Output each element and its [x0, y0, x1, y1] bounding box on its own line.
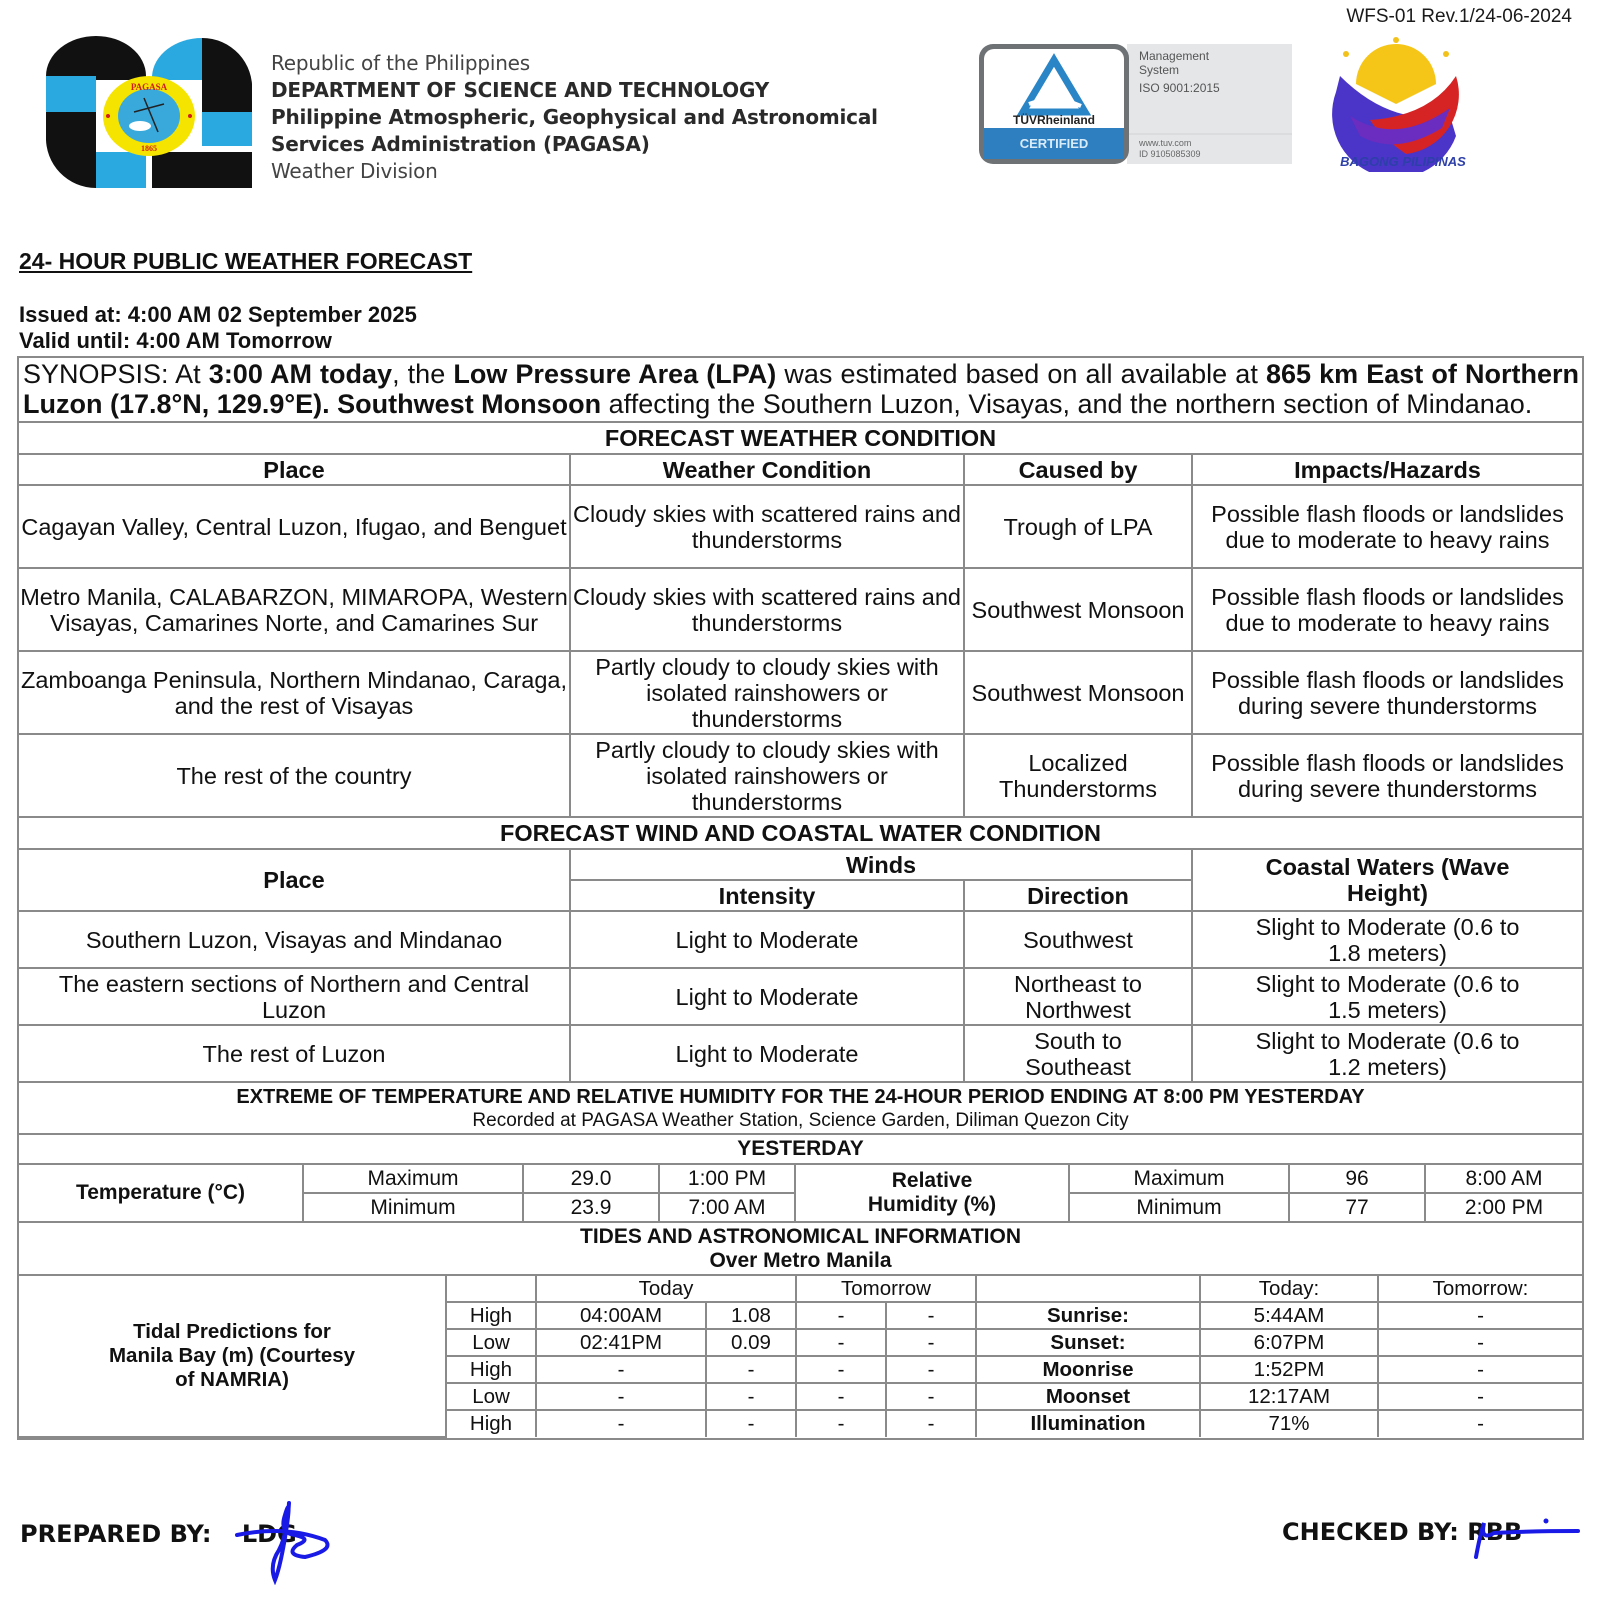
tide-tomorrow-time: -: [796, 1302, 886, 1329]
wave-cell: Slight to Moderate (0.6 to 1.2 meters): [1192, 1025, 1582, 1082]
intensity-cell: Light to Moderate: [570, 968, 964, 1025]
direction-cell: Southwest: [964, 911, 1192, 968]
temp-min-time: 7:00 AM: [659, 1193, 795, 1222]
tides-header: [19, 1223, 1582, 1275]
section-title: FORECAST WEATHER CONDITION: [19, 423, 1582, 454]
svg-text:TÜVRheinland: TÜVRheinland: [1012, 113, 1096, 127]
temp-min-value: 23.9: [523, 1193, 659, 1222]
forecast-weather-table: [19, 423, 1582, 818]
synopsis-text: was estimated based on all available at: [776, 359, 1266, 389]
synopsis-system: Low Pressure Area (LPA): [453, 359, 777, 389]
humidity-label: Relative Humidity (%): [795, 1164, 1069, 1222]
table-row: [19, 1025, 1582, 1082]
extremes-header: [19, 1083, 1582, 1134]
tide-type: High: [446, 1410, 536, 1437]
table-row: [19, 485, 1582, 568]
astro-today: 71%: [1200, 1410, 1378, 1437]
table-row: [19, 651, 1582, 734]
preparer-signature-icon: [235, 1495, 345, 1585]
cause-cell: Southwest Monsoon: [964, 651, 1192, 734]
tidal-label: Tidal Predictions for Manila Bay (m) (Courtesy of NAMRIA): [19, 1275, 446, 1437]
astro-tomorrow: -: [1378, 1356, 1582, 1383]
astro-tomorrow: -: [1378, 1302, 1582, 1329]
republic-line: Republic of the Philippines: [271, 51, 531, 75]
svg-text:CERTIFIED: CERTIFIED: [1019, 136, 1089, 151]
forecast-frame: [17, 356, 1584, 1440]
temp-max-time: 1:00 PM: [659, 1164, 795, 1193]
tide-today-height: -: [706, 1383, 796, 1410]
place-cell: Cagayan Valley, Central Luzon, Ifugao, and Benguet: [19, 485, 570, 568]
form-code: WFS-01 Rev.1/24-06-2024: [1346, 6, 1572, 27]
astro-label: Illumination: [976, 1410, 1200, 1437]
synopsis-time: 3:00 AM today: [208, 359, 393, 389]
direction-cell: Northeast to Northwest: [964, 968, 1192, 1025]
tide-type: Low: [446, 1329, 536, 1356]
astro-today: 6:07PM: [1200, 1329, 1378, 1356]
impact-cell: Possible flash floods or landslides during severe thunderstorms: [1192, 651, 1582, 734]
intensity-cell: Light to Moderate: [570, 1025, 964, 1082]
extremes-subtitle: Recorded at PAGASA Weather Station, Science Garden, Diliman Quezon City: [472, 1110, 1129, 1131]
tide-today-height: 0.09: [706, 1329, 796, 1356]
temp-min-label: Minimum: [303, 1193, 523, 1222]
tide-today-time: -: [536, 1410, 706, 1437]
column-header: Weather Condition: [570, 454, 964, 485]
tide-today-height: 1.08: [706, 1302, 796, 1329]
section-title: FORECAST WIND AND COASTAL WATER CONDITION: [19, 818, 1582, 849]
tide-tomorrow-height: -: [886, 1383, 976, 1410]
checked-label: CHECKED BY:: [1282, 1518, 1459, 1546]
astro-today: 5:44AM: [1200, 1302, 1378, 1329]
condition-cell: Cloudy skies with scattered rains and thunderstorms: [570, 485, 964, 568]
synopsis-text: affecting the Southern Luzon, Visayas, and the northern section of Mindanao.: [601, 388, 1533, 419]
tide-tomorrow-time: -: [796, 1383, 886, 1410]
tuv-certified-logo: [977, 42, 1293, 168]
column-header: Direction: [964, 880, 1192, 911]
svg-text:Management: Management: [1139, 49, 1210, 63]
condition-cell: Partly cloudy to cloudy skies with isolated rainshowers or thunderstorms: [570, 734, 964, 817]
place-cell: The eastern sections of Northern and Central Luzon: [19, 968, 570, 1025]
tide-tomorrow-height: -: [886, 1302, 976, 1329]
tide-tomorrow-time: -: [796, 1410, 886, 1437]
tides-subtitle: Over Metro Manila: [709, 1248, 892, 1272]
forecast-wind-table: [19, 818, 1582, 1083]
place-cell: Southern Luzon, Visayas and Mindanao: [19, 911, 570, 968]
intensity-cell: Light to Moderate: [570, 911, 964, 968]
rh-min-value: 77: [1289, 1193, 1425, 1222]
column-header: Coastal Waters (Wave Height): [1192, 849, 1582, 911]
tide-today-time: -: [536, 1356, 706, 1383]
wave-cell: Slight to Moderate (0.6 to 1.5 meters): [1192, 968, 1582, 1025]
rh-max-value: 96: [1289, 1164, 1425, 1193]
astro-tomorrow: -: [1378, 1383, 1582, 1410]
temp-max-label: Maximum: [303, 1164, 523, 1193]
cause-cell: Trough of LPA: [964, 485, 1192, 568]
wave-cell: Slight to Moderate (0.6 to 1.8 meters): [1192, 911, 1582, 968]
bagong-pilipinas-logo: [1310, 36, 1496, 172]
condition-cell: Cloudy skies with scattered rains and thunderstorms: [570, 568, 964, 651]
synopsis-text: SYNOPSIS: At: [23, 359, 209, 389]
synopsis-location: 865 km East of Northern Luzon (17.8°N, 129.9°E). Southwest Monsoon: [23, 359, 1579, 419]
tomorrow-header: Tomorrow: [796, 1275, 976, 1302]
rh-max-label: Maximum: [1069, 1164, 1289, 1193]
column-header: Place: [19, 454, 570, 485]
tide-today-height: -: [706, 1410, 796, 1437]
astro-today: 12:17AM: [1200, 1383, 1378, 1410]
division-line: Weather Division: [271, 159, 438, 183]
tide-tomorrow-height: -: [886, 1329, 976, 1356]
condition-cell: Partly cloudy to cloudy skies with isolated rainshowers or thunderstorms: [570, 651, 964, 734]
astro-label: Moonset: [976, 1383, 1200, 1410]
svg-text:www.tuv.com: www.tuv.com: [1139, 138, 1192, 148]
tide-type: High: [446, 1356, 536, 1383]
tide-tomorrow-height: -: [886, 1356, 976, 1383]
agency-line-2: Services Administration (PAGASA): [271, 132, 650, 156]
column-header: Intensity: [570, 880, 964, 911]
checked-initials: RBB: [1467, 1518, 1523, 1546]
tide-today-time: -: [536, 1383, 706, 1410]
svg-text:1865: 1865: [141, 144, 157, 153]
blank-cell: [446, 1275, 536, 1302]
checker-signature-icon: [1470, 1515, 1580, 1565]
tide-today-time: 02:41PM: [536, 1329, 706, 1356]
table-row: [19, 911, 1582, 968]
valid-until: Valid until: 4:00 AM Tomorrow: [19, 328, 332, 353]
today-header: Today: [536, 1275, 796, 1302]
place-cell: Metro Manila, CALABARZON, MIMAROPA, Western Visayas, Camarines Norte, and Camarines Sur: [19, 568, 570, 651]
table-row: [19, 968, 1582, 1025]
impact-cell: Possible flash floods or landslides during severe thunderstorms: [1192, 734, 1582, 817]
table-row: [19, 1164, 1582, 1193]
svg-text:PAGASA: PAGASA: [130, 82, 168, 92]
astro-today: 1:52PM: [1200, 1356, 1378, 1383]
extremes-table: [19, 1083, 1582, 1223]
synopsis: [19, 358, 1582, 423]
prepared-label: PREPARED BY:: [20, 1520, 212, 1548]
prepared-initials: LDG: [241, 1520, 297, 1548]
temperature-label: Temperature (°C): [19, 1164, 303, 1222]
column-header: Impacts/Hazards: [1192, 454, 1582, 485]
impact-cell: Possible flash floods or landslides due to moderate to heavy rains: [1192, 568, 1582, 651]
place-cell: Zamboanga Peninsula, Northern Mindanao, Caraga, and the rest of Visayas: [19, 651, 570, 734]
tide-tomorrow-height: -: [886, 1410, 976, 1437]
issue-info: [19, 302, 417, 354]
place-cell: The rest of Luzon: [19, 1025, 570, 1082]
temp-max-value: 29.0: [523, 1164, 659, 1193]
rh-max-time: 8:00 AM: [1425, 1164, 1582, 1193]
issued-at: Issued at: 4:00 AM 02 September 2025: [19, 302, 417, 327]
place-cell: The rest of the country: [19, 734, 570, 817]
column-header: Place: [19, 849, 570, 911]
tide-today-height: -: [706, 1356, 796, 1383]
tide-type: Low: [446, 1383, 536, 1410]
department-line: DEPARTMENT OF SCIENCE AND TECHNOLOGY: [271, 78, 770, 102]
agency-line: Philippine Atmospheric, Geophysical and Astronomical: [271, 105, 878, 129]
tides-title: TIDES AND ASTRONOMICAL INFORMATION: [580, 1224, 1021, 1248]
astro-tomorrow-header: Tomorrow:: [1378, 1275, 1582, 1302]
blank-cell: [976, 1275, 1200, 1302]
astro-label: Moonrise: [976, 1356, 1200, 1383]
rh-min-label: Minimum: [1069, 1193, 1289, 1222]
column-header: Winds: [570, 849, 1192, 880]
tide-tomorrow-time: -: [796, 1356, 886, 1383]
direction-cell: South to Southeast: [964, 1025, 1192, 1082]
astro-label: Sunset:: [976, 1329, 1200, 1356]
column-header: Caused by: [964, 454, 1192, 485]
cause-cell: Southwest Monsoon: [964, 568, 1192, 651]
svg-text:ISO 9001:2015: ISO 9001:2015: [1139, 81, 1220, 95]
svg-text:System: System: [1139, 63, 1180, 77]
agency-header: [271, 50, 878, 185]
table-row: [19, 568, 1582, 651]
tide-tomorrow-time: -: [796, 1329, 886, 1356]
period-label: YESTERDAY: [19, 1134, 1582, 1164]
extremes-title: EXTREME OF TEMPERATURE AND RELATIVE HUMIDITY FOR THE 24-HOUR PERIOD ENDING AT 8:00 PM YESTERDAY: [236, 1086, 1365, 1108]
page-title: 24- HOUR PUBLIC WEATHER FORECAST: [19, 248, 473, 274]
cause-cell: Localized Thunderstorms: [964, 734, 1192, 817]
rh-min-time: 2:00 PM: [1425, 1193, 1582, 1222]
astro-today-header: Today:: [1200, 1275, 1378, 1302]
svg-text:BAGONG PILIPINAS: BAGONG PILIPINAS: [1340, 154, 1466, 169]
astro-tomorrow: -: [1378, 1410, 1582, 1437]
tide-type: High: [446, 1302, 536, 1329]
table-row: [19, 734, 1582, 817]
tide-today-time: 04:00AM: [536, 1302, 706, 1329]
astro-label: Sunrise:: [976, 1302, 1200, 1329]
svg-text:ID 9105085309: ID 9105085309: [1139, 149, 1201, 159]
synopsis-text: , the: [392, 359, 454, 389]
astro-tomorrow: -: [1378, 1329, 1582, 1356]
tides-table: [19, 1223, 1582, 1438]
dost-pagasa-logo: [46, 36, 252, 188]
impact-cell: Possible flash floods or landslides due to moderate to heavy rains: [1192, 485, 1582, 568]
